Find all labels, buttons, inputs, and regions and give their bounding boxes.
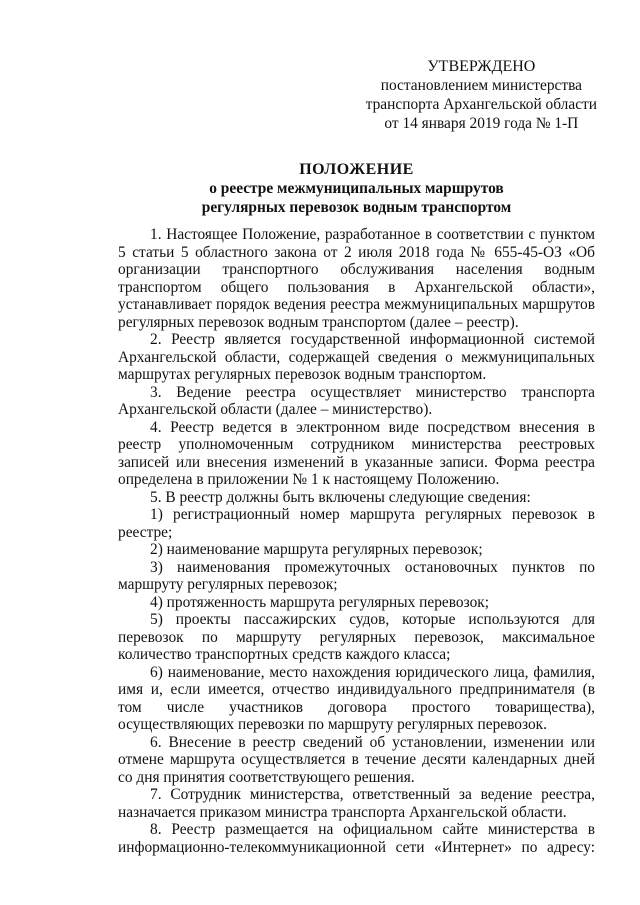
document-body	[118, 226, 595, 856]
title-subtitle-2: регулярных перевозок водным транспортом	[201, 199, 512, 216]
document-title	[118, 160, 595, 217]
title-main: ПОЛОЖЕНИЕ	[299, 161, 414, 178]
approval-line-3: от 14 января 2019 года № 1-П	[384, 115, 579, 132]
approval-line-1: постановлением министерства	[380, 77, 582, 94]
paragraph-5: 5. В реестр должны быть включены следующие сведения:	[150, 488, 531, 506]
list-item-1: 1) регистрационный номер маршрута регулярных перевозок в реестре;	[118, 506, 595, 541]
list-item-4: 4) протяженность маршрута регулярных перевозок;	[150, 593, 490, 611]
approval-line-2: транспорта Архангельской области	[365, 96, 597, 113]
paragraph-4: 4. Реестр ведется в электронном виде посредством внесения в реестр уполномоченным сотрудником министерства реестровых записей или внесения изменений в указанные записи. Форма реестра определена в приложении № 1 к настоящему Положению.	[118, 418, 595, 488]
paragraph-1: 1. Настоящее Положение, разработанное в соответствии с пунктом 5 статьи 5 областного закона от 2 июля 2018 года № 655-45-ОЗ «Об организации транспортного обслуживания населения водным транспортом общего пользования в Архангельской области», устанавливает порядок ведения реестра межмуниципальных маршрутов регулярных перевозок водным транспортом (далее – реестр).	[118, 226, 595, 331]
paragraph-6: 6. Внесение в реестр сведений об установлении, изменении или отмене маршрута осуществляется в течение десяти календарных дней со дня принятия соответствующего решения.	[118, 733, 595, 786]
list-item-5: 5) проекты пассажирских судов, которые используются для перевозок по маршруту регулярных перевозок, максимальное количество транспортных средств каждого класса;	[118, 611, 595, 663]
paragraph-7: 7. Сотрудник министерства, ответственный за ведение реестра, назначается приказом министра транспорта Архангельской области.	[118, 786, 595, 821]
paragraph-2: 2. Реестр является государственной информационной системой Архангельской области, содержащей сведения о межмуниципальных маршрутах регулярных перевозок водным транспортом.	[118, 331, 595, 383]
approval-heading: УТВЕРЖДЕНО	[427, 58, 536, 75]
list-item-6: 6) наименование, место нахождения юридического лица, фамилия, имя и, если имеется, отчество индивидуального предпринимателя (в том числе участников договора простого товарищества), осуществляющих перевозки по маршруту регулярных перевозок.	[118, 663, 595, 733]
list-item-3: 3) наименования промежуточных остановочных пунктов по маршруту регулярных перевозок;	[118, 558, 595, 593]
paragraph-3: 3. Ведение реестра осуществляет министерство транспорта Архангельской области (далее – министерство).	[118, 383, 595, 418]
paragraph-8: 8. Реестр размещается на официальном сайте министерства в информационно-телекоммуникационной сети «Интернет» по адресу:	[118, 821, 595, 856]
list-item-2: 2) наименование маршрута регулярных перевозок;	[150, 541, 483, 558]
approval-stamp	[366, 57, 597, 133]
title-subtitle-1: о реестре межмуниципальных маршрутов	[209, 180, 504, 197]
